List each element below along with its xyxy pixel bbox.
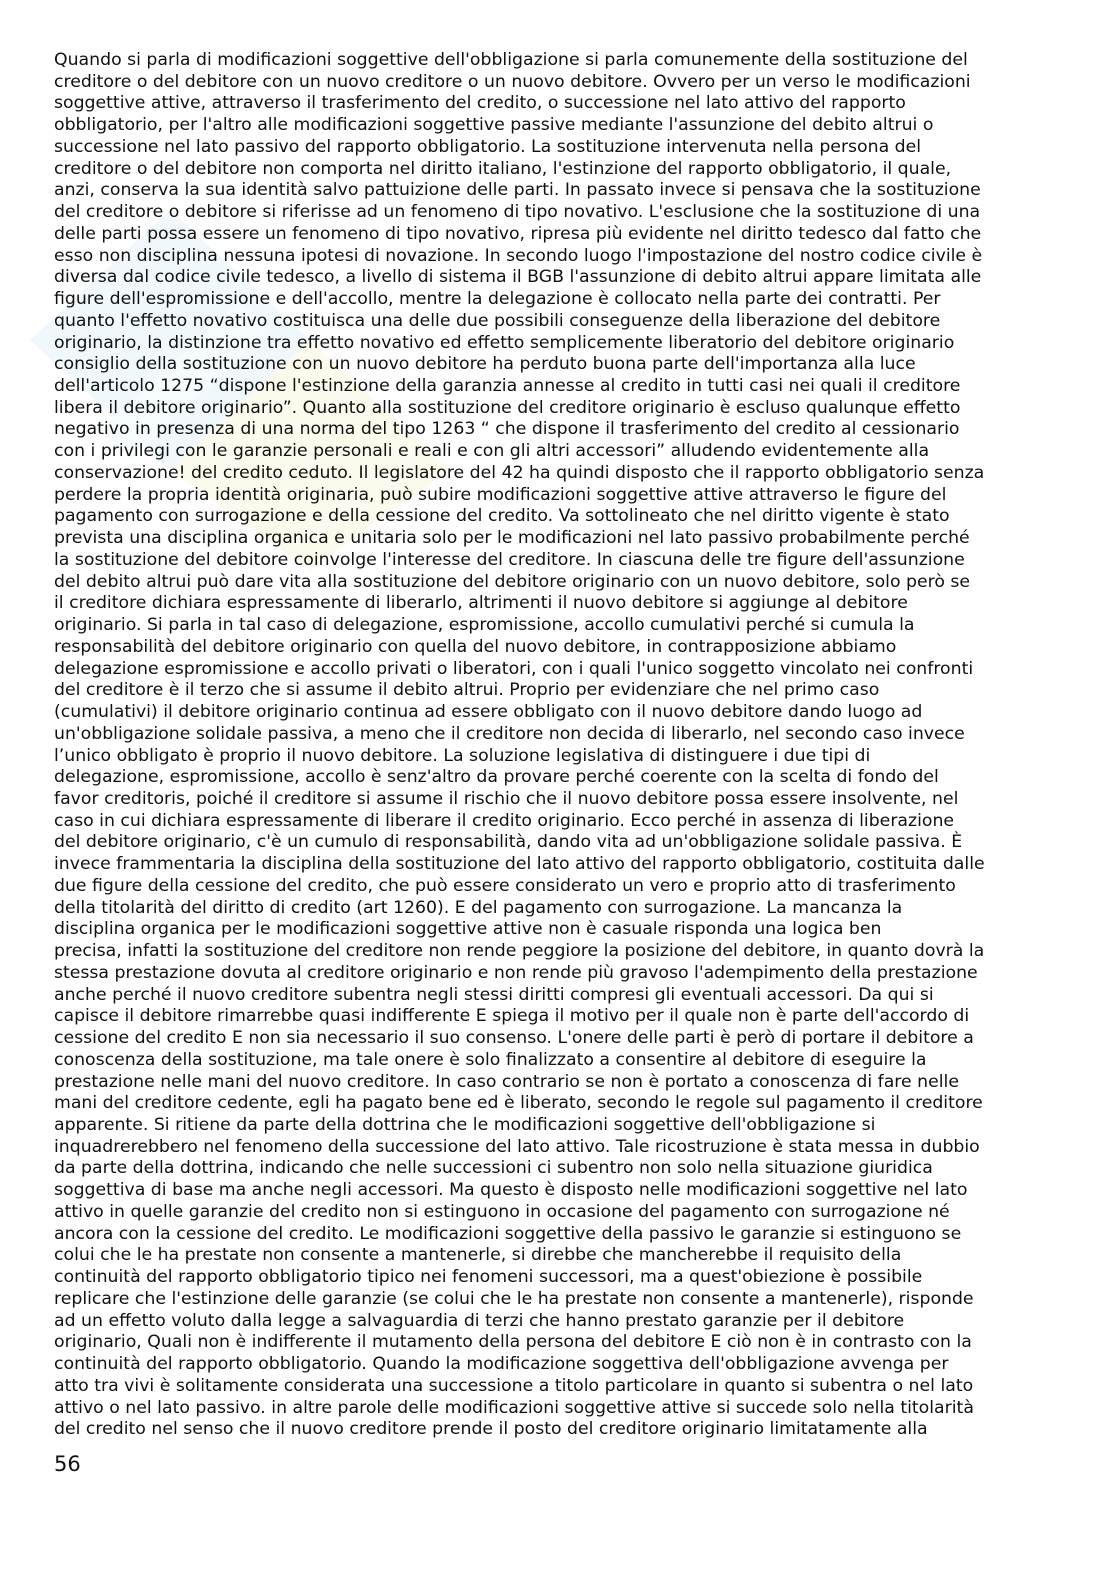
text-line: del creditore è il terzo che si assume il debito altrui. Proprio per evidenziare che nel primo caso <box>54 680 880 701</box>
text-line: con i privilegi con le garanzie personali e reali e con gli altri accessori” alludendo evidentemente alla <box>54 441 930 462</box>
text-line: attivo in quelle garanzie del credito non si estinguono in occasione del pagamento con surrogazione né <box>54 1201 950 1222</box>
text-line: del creditore o debitore si riferisse ad un fenomeno di tipo novativo. L'esclusione che la sostituzione di una <box>54 202 981 223</box>
text-line: della titolarità del diritto di credito (art 1260). E del pagamento con surrogazione. La mancanza la <box>54 897 903 918</box>
text-line: creditore o del debitore non comporta nel diritto italiano, l'estinzione del rapporto obbligatorio, il quale, <box>54 158 952 179</box>
text-line: cessione del credito E non sia necessario il suo consenso. L'onere delle parti è però di portare il debitore a <box>54 1028 974 1049</box>
text-line: da parte della dottrina, indicando che nelle successioni ci subentro non solo nella situazione giuridica <box>54 1158 933 1179</box>
text-line: continuità del rapporto obbligatorio tipico nei fenomeni successori, ma a quest'obiezione è possibile <box>54 1267 923 1288</box>
text-line: colui che le ha prestate non consente a mantenerle, si direbbe che mancherebbe il requisito della <box>54 1245 902 1266</box>
text-line: soggettiva di base ma anche negli accessori. Ma questo è disposto nelle modificazioni soggettive nel lato <box>54 1180 968 1201</box>
text-line: del credito nel senso che il nuovo creditore prende il posto del creditore originario limitatamente alla <box>54 1419 928 1440</box>
text-line: apparente. Si ritiene da parte della dottrina che le modificazioni soggettive dell'obbligazione si <box>54 1114 876 1135</box>
page-number: 56 <box>54 1452 81 1476</box>
text-line: delegazione, espromissione, accollo è senz'altro da provare perché coerente con la scelta di fondo del <box>54 767 939 788</box>
text-line: prevista una disciplina organica e unitaria solo per le modificazioni nel lato passivo probabilmente perché <box>54 528 970 549</box>
text-line: attivo o nel lato passivo. in altre parole delle modificazioni soggettive attive si succede solo nella titolarità <box>54 1397 974 1418</box>
text-line: stessa prestazione dovuta al creditore originario e non rende più gravoso l'adempimento della prestazione <box>54 962 978 983</box>
text-line: prestazione nelle mani del nuovo creditore. In caso contrario se non è portato a conoscenza di fare nelle <box>54 1071 959 1092</box>
text-line: caso in cui dichiara espressamente di liberare il credito originario. Ecco perché in assenza di liberazione <box>54 810 955 831</box>
text-line: mani del creditore cedente, egli ha pagato bene ed è liberato, secondo le regole sul pagamento il creditore <box>54 1093 983 1114</box>
text-line: responsabilità del debitore originario con quella del nuovo debitore, in contrapposizione abbiamo <box>54 636 897 657</box>
text-line: libera il debitore originario”. Quanto alla sostituzione del creditore originario è escluso qualunque effetto <box>54 397 961 418</box>
text-line: dell'articolo 1275 “dispone l'estinzione della garanzia annesse al credito in tutti casi nei quali il creditore <box>54 376 961 397</box>
text-line: del debitore originario, c'è un cumulo di responsabilità, dando vita ad un'obbligazione solidale passiva. È <box>54 832 963 853</box>
text-line: replicare che l'estinzione delle garanzie (se colui che le ha prestate non consente a mantenerle), risponde <box>54 1288 974 1309</box>
text-line: il creditore dichiara espressamente di liberarlo, altrimenti il nuovo debitore si aggiunge al debitore <box>54 593 908 614</box>
text-line: favor creditoris, poiché il creditore si assume il rischio che il nuovo debitore possa essere insolvente, nel <box>54 788 959 809</box>
text-line: quanto l'effetto novativo costituisca una delle due possibili conseguenze della liberazione del debitore <box>54 310 941 331</box>
text-line: anzi, conserva la sua identità salvo pattuizione delle parti. In passato invece si pensava che la sostituzione <box>54 180 981 201</box>
text-line: inquadrerebbero nel fenomeno della successione del lato attivo. Tale ricostruzione è stata messa in dubbio <box>54 1136 980 1157</box>
text-line: ad un effetto voluto dalla legge a salvaguardia di terzi che hanno prestato garanzie per il debitore <box>54 1310 905 1331</box>
text-line: la sostituzione del debitore coinvolge l'interesse del creditore. In ciascuna delle tre figure dell'assunzione <box>54 549 965 570</box>
text-line: delegazione espromissione e accollo privati o liberatori, con i quali l'unico soggetto vincolato nei confronti <box>54 658 974 679</box>
text-line: atto tra vivi è solitamente considerata una successione a titolo particolare in quanto si subentra o nel lato <box>54 1375 974 1396</box>
text-line: soggettive attive, attraverso il trasferimento del credito, o successione nel lato attivo del rapporto <box>54 93 906 114</box>
text-line: Quando si parla di modificazioni soggettive dell'obbligazione si parla comunemente della sostituzione del <box>54 50 968 70</box>
text-line: conservazione! del credito ceduto. Il legislatore del 42 ha quindi disposto che il rapporto obbligatorio senza <box>54 462 985 483</box>
text-line: successione nel lato passivo del rapporto obbligatorio. La sostituzione intervenuta nella persona del <box>54 136 922 157</box>
text-line: consiglio della sostituzione con un nuovo debitore ha perduto buona parte dell'importanza alla luce <box>54 354 916 375</box>
text-line: pagamento con surrogazione e della cessione del credito. Va sottolineato che nel diritto vigente è stato <box>54 506 950 527</box>
text-line: precisa, infatti la sostituzione del creditore non rende peggiore la posizione del debitore, in quanto dovrà la <box>54 941 985 962</box>
text-line: ancora con la cessione del credito. Le modificazioni soggettive della passivo le garanzie si estinguono se <box>54 1223 962 1244</box>
text-line: originario. Si parla in tal caso di delegazione, espromissione, accollo cumulativi perché si cumula la <box>54 615 915 636</box>
text-line: originario, Quali non è indifferente il mutamento della persona del debitore E ciò non è in contrasto con la <box>54 1332 972 1353</box>
text-line: originario, la distinzione tra effetto novativo ed effetto semplicemente liberatorio del debitore originario <box>54 332 955 353</box>
text-line: perdere la propria identità originaria, può subire modificazioni soggettive attive attraverso le figure del <box>54 484 947 505</box>
text-line: (cumulativi) il debitore originario continua ad essere obbligato con il nuovo debitore dando luogo ad <box>54 702 923 723</box>
text-line: delle parti possa essere un fenomeno di tipo novativo, ripresa più evidente nel diritto tedesco dal fatto che <box>54 223 982 244</box>
text-line: conoscenza della sostituzione, ma tale onere è solo finalizzato a consentire al debitore di eseguire la <box>54 1049 927 1070</box>
text-line: obbligatorio, per l'altro alle modificazioni soggettive passive mediante l'assunzione del debito altrui o <box>54 115 934 136</box>
text-line: negativo in presenza di una norma del tipo 1263 “ che dispone il trasferimento del credito al cessionario <box>54 419 960 440</box>
text-line: l’unico obbligato è proprio il nuovo debitore. La soluzione legislativa di distinguere i due tipi di <box>54 745 871 766</box>
body-text <box>54 50 1074 1441</box>
text-line: un'obbligazione solidale passiva, a meno che il creditore non decida di liberarlo, nel secondo caso invece <box>54 723 965 744</box>
text-line: disciplina organica per le modificazioni soggettive attive non è casuale risponda una logica ben <box>54 919 882 940</box>
text-line: due figure della cessione del credito, che può essere considerato un vero e proprio atto di trasferimento <box>54 875 956 896</box>
text-line: continuità del rapporto obbligatorio. Quando la modificazione soggettiva dell'obbligazione avvenga per <box>54 1354 949 1375</box>
text-line: diversa dal codice civile tedesco, a livello di sistema il BGB l'assunzione di debito altrui appare limitata alle <box>54 267 982 288</box>
text-line: capisce il debitore rimarrebbe quasi indifferente E spiega il motivo per il quale non è parte dell'accordo di <box>54 1006 970 1027</box>
text-line: anche perché il nuovo creditore subentra negli stessi diritti compresi gli eventuali accessori. Da qui si <box>54 984 934 1005</box>
text-line: esso non disciplina nessuna ipotesi di novazione. In secondo luogo l'impostazione del nostro codice civile è <box>54 245 983 266</box>
text-line: creditore o del debitore con un nuovo creditore o un nuovo debitore. Ovvero per un verso le modificazioni <box>54 71 971 92</box>
text-line: figure dell'espromissione e dell'accollo, mentre la delegazione è collocato nella parte dei contratti. Per <box>54 289 941 310</box>
text-line: invece frammentaria la disciplina della sostituzione del lato attivo del rapporto obbligatorio, costituita dalle <box>54 854 985 875</box>
text-line: del debito altrui può dare vita alla sostituzione del debitore originario con un nuovo debitore, solo però se <box>54 571 971 592</box>
